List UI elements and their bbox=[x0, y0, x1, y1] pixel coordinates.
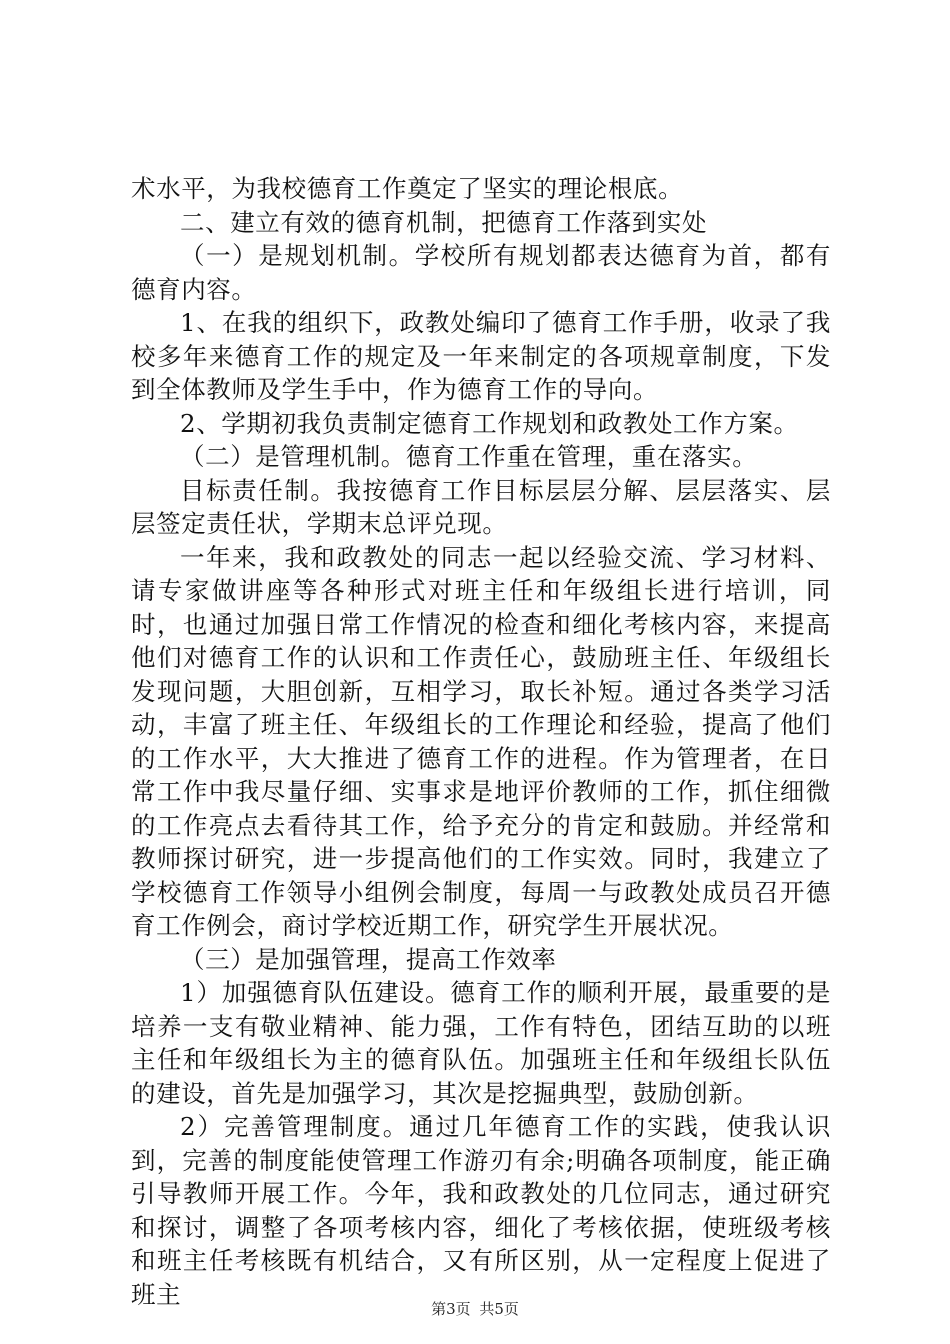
paragraph-year-review: 一年来，我和政教处的同志一起以经验交流、学习材料、请专家做讲座等各种形式对班主任和年级组长进行培训，同时，也通过加强日常工作情况的检查和细化考核内容，来提高他们对德育工作的认识和工作责任心，鼓励班主任、年级组长发现问题，大胆创新，互相学习，取长补短。通过各类学习活动，丰富了班主任、年级组长的工作理论和经验，提高了他们的工作水平，大大推进了德育工作的进程。作为管理者，在日常工作中我尽量仔细、实事求是地评价教师的工作，抓住细微的工作亮点去看待其工作，给予充分的肯定和鼓励。并经常和教师探讨研究，进一步提高他们的工作实效。同时，我建立了学校德育工作领导小组例会制度，每周一与政教处成员召开德育工作例会，商讨学校近期工作，研究学生开展状况。 bbox=[131, 542, 831, 940]
paragraph-team-building: 1）加强德育队伍建设。德育工作的顺利开展，最重要的是培养一支有敬业精神、能力强，工作有特色，团结互助的以班主任和年级组长为主的德育队伍。加强班主任和年级组长队伍的建设，首先是加强学习，其次是挖掘典型，鼓励创新。 bbox=[131, 978, 831, 1108]
paragraph-item-2: 2、学期初我负责制定德育工作规划和政教处工作方案。 bbox=[180, 408, 799, 438]
page-number: 第3页 bbox=[431, 1300, 471, 1318]
paragraph-target-responsibility: 目标责任制。我按德育工作目标层层分解、层层落实、层层签定责任状，学期末总评兑现。 bbox=[131, 475, 831, 538]
page-footer bbox=[0, 1299, 950, 1319]
document-body bbox=[131, 172, 831, 1311]
paragraph-planning-mechanism: （一）是规划机制。学校所有规划都表达德育为首，都有德育内容。 bbox=[131, 241, 831, 304]
section-heading-2: 二、建立有效的德育机制，把德育工作落到实处 bbox=[180, 207, 708, 237]
paragraph-continuation: 术水平，为我校德育工作奠定了坚实的理论根底。 bbox=[131, 174, 684, 203]
paragraph-improve-system: 2）完善管理制度。通过几年德育工作的实践，使我认识到，完善的制度能使管理工作游刃有余;明确各项制度，能正确引导教师开展工作。今年，我和政教处的几位同志，通过研究和探讨，调整了各项考核内容，细化了考核依据，使班级考核和班主任考核既有机结合，又有所区别，从一定程度上促进了班主 bbox=[131, 1112, 831, 1309]
paragraph-strengthen-management: （三）是加强管理，提高工作效率 bbox=[180, 944, 557, 974]
paragraph-management-mechanism: （二）是管理机制。德育工作重在管理，重在落实。 bbox=[180, 442, 758, 471]
paragraph-item-1: 1、在我的组织下，政教处编印了德育工作手册，收录了我校多年来德育工作的规定及一年来制定的各项规章制度，下发到全体教师及学生手中，作为德育工作的导向。 bbox=[131, 308, 831, 404]
page-total: 共5页 bbox=[479, 1300, 519, 1318]
